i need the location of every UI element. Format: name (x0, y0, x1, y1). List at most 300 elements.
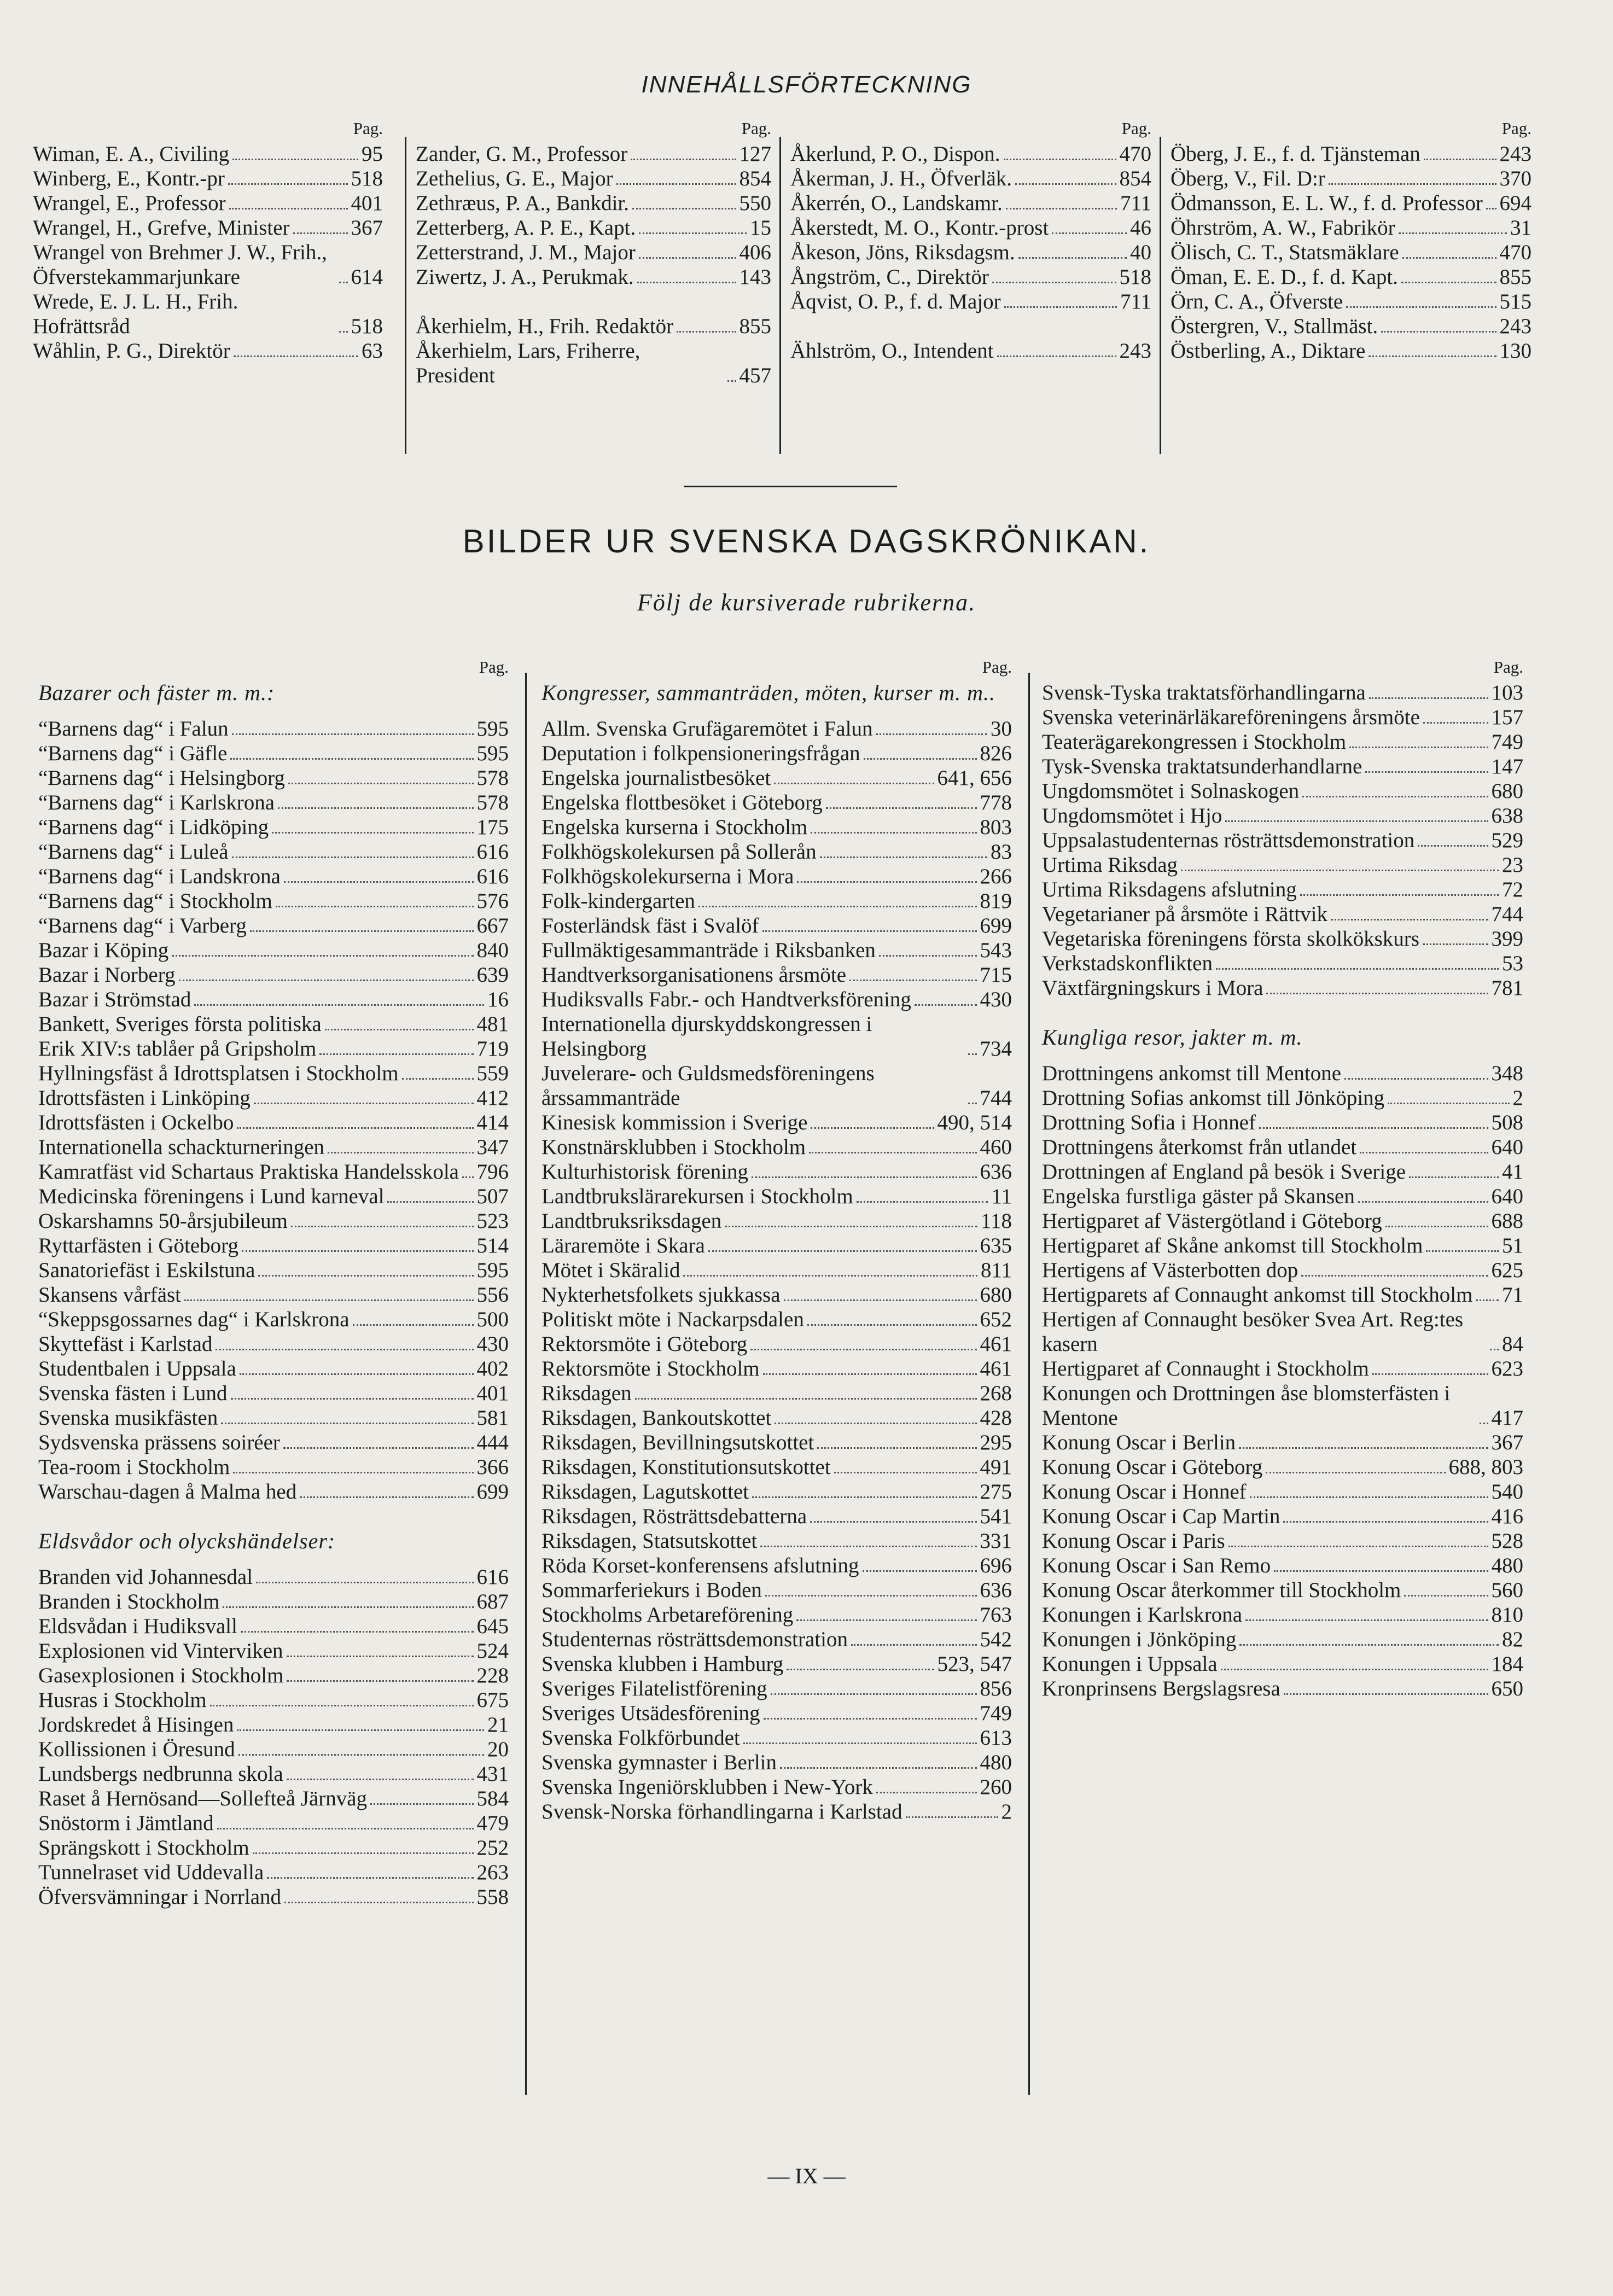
entry-title: Wiman, E. A., Civiling (33, 142, 230, 166)
entry-title: Lundsbergs nedbrunna skola (38, 1762, 283, 1786)
index-entry (38, 889, 509, 913)
index-entry (541, 790, 1012, 815)
entry-title: Ångström, C., Direktör (790, 265, 989, 289)
index-entry (541, 1406, 1012, 1430)
index-entry (1171, 191, 1532, 215)
pag-label: Pag. (1121, 119, 1151, 138)
index-entry (541, 1775, 1012, 1799)
index-entry (541, 1258, 1012, 1283)
entry-title: Öman, E. E. D., f. d. Kapt. (1171, 265, 1398, 289)
entry-page: 63 (362, 339, 383, 363)
dot-leader (1476, 1299, 1499, 1301)
entry-page: 518 (1119, 265, 1151, 289)
dot-leader (906, 1816, 998, 1818)
pag-label: Pag. (1493, 657, 1523, 677)
entry-title: Konung Oscar i Paris (1042, 1529, 1225, 1553)
entry-title: Politiskt möte i Nackarpsdalen (541, 1308, 804, 1331)
entry-title: Ählström, O., Intendent (790, 339, 994, 363)
entry-page: 803 (980, 815, 1012, 839)
dot-leader (254, 1103, 474, 1104)
entry-page: 480 (1491, 1554, 1523, 1577)
index-entry (541, 913, 1012, 938)
entry-title: Åkerlund, P. O., Dispon. (790, 142, 1000, 166)
entry-title: Allm. Svenska Grufägaremötet i Falun (541, 717, 873, 741)
entry-title: “Barnens dag“ i Landskrona (38, 865, 281, 888)
dot-leader (992, 282, 1116, 283)
entry-title: Bazar i Strömstad (38, 988, 191, 1011)
index-entry (1042, 1283, 1523, 1307)
entry-title: Sydsvenska prässens soiréer (38, 1431, 280, 1454)
entry-page: 367 (1491, 1431, 1523, 1454)
index-entry (541, 840, 1012, 864)
entry-title: Wrangel von Brehmer J. W., Frih., Öfverstekammarjunkare (33, 241, 327, 289)
entry-title: Kinesisk kommission i Sverige (541, 1111, 808, 1134)
entry-title: Zethelius, G. E., Major (416, 167, 613, 190)
entry-title: Raset å Hernösand—Sollefteå Järnväg (38, 1787, 368, 1810)
index-entry (790, 142, 1151, 166)
entry-title: Åkerhielm, H., Frih. Redaktör (416, 314, 674, 338)
dot-leader (879, 955, 977, 957)
dot-leader (849, 980, 976, 981)
dot-leader (743, 1743, 977, 1744)
entry-title: “Barnens dag“ i Luleå (38, 840, 229, 864)
entry-title: Gasexplosionen i Stockholm (38, 1664, 284, 1687)
entry-page: 23 (1502, 853, 1523, 877)
dot-leader (172, 955, 473, 957)
entry-page: 854 (1119, 167, 1151, 190)
entry-title: Stockholms Arbetareförening (541, 1603, 794, 1627)
index-entry (38, 1159, 509, 1184)
entry-page: 640 (1491, 1185, 1523, 1208)
entry-title: Kamratfäst vid Schartaus Praktiska Handelsskola (38, 1160, 459, 1184)
entry-title: Kollissionen i Öresund (38, 1738, 235, 1761)
entry-title: Bankett, Sveriges första politiska (38, 1012, 322, 1036)
entry-page: 523, 547 (937, 1652, 1012, 1676)
spacer (790, 314, 1151, 339)
dot-leader (1228, 1546, 1488, 1547)
index-entry (541, 1159, 1012, 1184)
dot-leader (284, 1902, 473, 1903)
dot-leader (683, 1275, 977, 1277)
entry-title: Wrangel, H., Grefve, Minister (33, 216, 290, 240)
entry-page: 576 (476, 889, 509, 913)
entry-page: 584 (476, 1787, 509, 1810)
entry-page: 744 (1491, 902, 1523, 926)
entry-page: 2 (1001, 1800, 1012, 1823)
entry-title: Rektorsmöte i Göteborg (541, 1332, 748, 1356)
dot-leader (1181, 870, 1499, 871)
index-entry (1171, 289, 1532, 314)
index-entry (38, 1356, 509, 1381)
entry-title: Konung Oscar i Honnef (1042, 1480, 1247, 1504)
entry-page: 348 (1491, 1062, 1523, 1085)
section-heading: Kongresser, sammanträden, möten, kurser m. m.. (541, 680, 996, 705)
index-entry (38, 1565, 509, 1589)
dot-leader (232, 159, 358, 160)
entry-title: Sanatoriefäst i Eskilstuna (38, 1258, 255, 1282)
entry-page: 541 (980, 1505, 1012, 1528)
entry-title: Konung Oscar återkommer till Stockholm (1042, 1578, 1401, 1602)
index-entry (1042, 1135, 1523, 1159)
entry-page: 556 (476, 1283, 509, 1307)
entry-page: 243 (1499, 314, 1532, 338)
index-entry (541, 741, 1012, 766)
index-entry (541, 987, 1012, 1012)
index-entry (1171, 166, 1532, 191)
entry-title: Konung Oscar i Cap Martin (1042, 1505, 1280, 1528)
entry-title: Landtbrukslärarekursen i Stockholm (541, 1185, 853, 1208)
dot-leader (232, 856, 474, 858)
dot-leader (1486, 208, 1496, 209)
dot-leader (997, 356, 1116, 357)
dot-leader (863, 1570, 977, 1572)
index-entry (1042, 853, 1523, 877)
entry-title: Ryttarfästen i Göteborg (38, 1234, 238, 1257)
index-entry (541, 716, 1012, 741)
index-entry (541, 963, 1012, 987)
entry-title: Snöstorm i Jämtland (38, 1811, 214, 1835)
dot-leader (826, 807, 977, 809)
index-entry (38, 864, 509, 889)
entry-page: 157 (1491, 706, 1523, 729)
entry-page: 796 (476, 1160, 509, 1184)
pag-label: Pag. (353, 119, 383, 138)
index-entry (1042, 951, 1523, 976)
entry-page: 147 (1491, 755, 1523, 778)
entry-page: 491 (980, 1455, 1012, 1479)
index-entry (541, 1332, 1012, 1356)
entry-title: Riksdagen, Bankoutskottet (541, 1406, 772, 1430)
dot-leader (765, 1595, 977, 1596)
entry-page: 95 (362, 142, 383, 166)
index-entry (1042, 877, 1523, 902)
dot-leader (677, 331, 736, 333)
index-entry (38, 1209, 509, 1233)
index-entry (1171, 142, 1532, 166)
topic-index-column-3 (1042, 656, 1523, 1701)
dot-leader (780, 1767, 976, 1769)
index-entry (541, 1110, 1012, 1135)
entry-page: 412 (476, 1086, 509, 1110)
entry-page: 366 (476, 1455, 509, 1479)
entry-page: 688 (1491, 1209, 1523, 1233)
entry-title: Riksdagen, Rösträttsdebatterna (541, 1505, 807, 1528)
dot-leader (1284, 1693, 1488, 1695)
dot-leader (1239, 1644, 1499, 1646)
entry-title: Verkstadskonflikten (1042, 952, 1213, 975)
entry-page: 711 (1120, 290, 1151, 313)
spacer (416, 289, 771, 314)
index-entry (38, 1455, 509, 1479)
index-entry (1042, 1061, 1523, 1086)
entry-title: Konstnärsklubben i Stockholm (541, 1135, 806, 1159)
index-entry (33, 142, 383, 166)
name-index-column-1 (33, 118, 383, 363)
dot-leader (1052, 232, 1127, 234)
dot-leader (240, 1373, 474, 1375)
index-entry (541, 1307, 1012, 1332)
entry-page: 613 (980, 1726, 1012, 1750)
index-entry (1042, 1356, 1523, 1381)
entry-page: 734 (980, 1037, 1012, 1060)
entry-page: 431 (476, 1762, 509, 1786)
entry-title: Öberg, V., Fil. D:r (1171, 167, 1325, 190)
index-entry (38, 1110, 509, 1135)
entry-title: Konungen i Jönköping (1042, 1628, 1237, 1651)
entry-page: 480 (980, 1751, 1012, 1774)
entry-title: Drottningens ankomst till Mentone (1042, 1062, 1342, 1085)
entry-page: 46 (1130, 216, 1151, 240)
index-entry (38, 1835, 509, 1860)
entry-title: Hertigparets af Connaught ankomst till Stockholm (1042, 1283, 1473, 1307)
entry-title: Zetterstrand, J. M., Major (416, 241, 636, 264)
entry-page: 711 (1120, 191, 1151, 215)
topic-index-column-2 (541, 656, 1012, 1824)
index-entry (541, 1012, 1012, 1061)
dot-leader (283, 1447, 474, 1449)
dot-leader (267, 1877, 473, 1879)
index-entry (541, 1529, 1012, 1553)
dot-leader (764, 1718, 977, 1720)
entry-title: Örn, C. A., Öfverste (1171, 290, 1343, 313)
page-number: — IX — (767, 2164, 846, 2188)
entry-title: Engelska kurserna i Stockholm (541, 815, 808, 839)
entry-title: “Barnens dag“ i Gäfle (38, 742, 228, 765)
entry-page: 578 (476, 766, 509, 790)
index-entry (38, 1762, 509, 1786)
dot-leader (834, 1472, 977, 1473)
entry-title: Teaterägarekongressen i Stockholm (1042, 730, 1347, 754)
index-entry (541, 1430, 1012, 1455)
entry-page: 640 (1491, 1135, 1523, 1159)
dot-leader (284, 881, 474, 883)
dot-leader (708, 1250, 977, 1252)
entry-page: 635 (980, 1234, 1012, 1257)
entry-title: Kronprinsens Bergslagsresa (1042, 1677, 1280, 1700)
dot-leader (876, 733, 987, 735)
entry-page: 31 (1510, 216, 1532, 240)
dot-leader (339, 331, 348, 333)
entry-title: Sommarferiekurs i Boden (541, 1578, 762, 1602)
entry-page: 744 (980, 1086, 1012, 1110)
entry-page: 500 (476, 1308, 509, 1331)
entry-title: Hertigens af Västerbotten dop (1042, 1258, 1298, 1282)
entry-page: 558 (476, 1885, 509, 1909)
index-entry (38, 1786, 509, 1811)
entry-title: Riksdagen, Statsutskottet (541, 1529, 758, 1553)
dot-leader (234, 356, 358, 357)
index-entry (38, 1688, 509, 1712)
index-entry (416, 215, 771, 240)
dot-leader (250, 930, 474, 932)
entry-title: Riksdagen, Lagutskottet (541, 1480, 749, 1504)
index-entry (38, 1258, 509, 1283)
entry-page: 623 (1491, 1357, 1523, 1380)
index-entry (38, 1663, 509, 1688)
entry-title: Idrottsfästen i Linköping (38, 1086, 251, 1110)
dot-leader (1385, 1226, 1488, 1227)
index-entry (541, 1184, 1012, 1209)
entry-page: 460 (980, 1135, 1012, 1159)
dot-leader (1250, 1496, 1488, 1498)
index-entry (541, 1578, 1012, 1602)
name-index-column-4 (1171, 118, 1532, 363)
entry-page: 53 (1502, 952, 1523, 975)
entry-page: 819 (980, 889, 1012, 913)
index-entry (1042, 730, 1523, 754)
dot-leader (752, 1176, 976, 1178)
dot-leader (272, 832, 473, 834)
index-entry (38, 1061, 509, 1086)
entry-title: Åkerrén, O., Landskamr. (790, 191, 1003, 215)
entry-page: 763 (980, 1603, 1012, 1627)
entry-page: 560 (1491, 1578, 1523, 1602)
dot-leader (287, 1656, 474, 1657)
index-entry (1042, 705, 1523, 730)
dot-leader (1388, 1103, 1509, 1104)
index-entry (1171, 314, 1532, 339)
index-entry (541, 1627, 1012, 1652)
entry-title: Nykterhetsfolkets sjukkassa (541, 1283, 781, 1307)
index-entry (790, 265, 1151, 289)
index-entry (541, 864, 1012, 889)
entry-title: Drottningens återkomst från utlandet (1042, 1135, 1357, 1159)
index-entry (541, 1381, 1012, 1406)
index-entry (38, 1589, 509, 1614)
entry-page: 636 (980, 1578, 1012, 1602)
entry-title: Internationella djurskyddskongressen i Helsingborg (541, 1012, 872, 1060)
entry-page: 470 (1119, 142, 1151, 166)
entry-title: Handtverksorganisationens årsmöte (541, 963, 847, 987)
entry-page: 855 (1499, 265, 1532, 289)
entry-title: Åqvist, O. P., f. d. Major (790, 290, 1001, 313)
dot-leader (1424, 159, 1496, 160)
dot-leader (276, 906, 474, 907)
entry-page: 347 (476, 1135, 509, 1159)
dot-leader (300, 1496, 473, 1498)
entry-page: 855 (739, 314, 771, 338)
entry-page: 542 (980, 1628, 1012, 1651)
dot-leader (1409, 1176, 1499, 1178)
entry-page: 675 (476, 1688, 509, 1712)
dot-leader (725, 1226, 977, 1227)
index-entry (33, 289, 383, 339)
entry-page: 543 (980, 939, 1012, 962)
dot-leader (632, 208, 736, 209)
dot-leader (876, 1792, 977, 1793)
entry-page: 401 (476, 1382, 509, 1405)
name-index-column-2 (416, 118, 771, 388)
entry-title: “Barnens dag“ i Helsingborg (38, 766, 285, 790)
dot-leader (1239, 1447, 1488, 1449)
index-entry (38, 1860, 509, 1885)
dot-leader (698, 906, 977, 907)
entry-page: 680 (1491, 779, 1523, 803)
entry-page: 645 (476, 1615, 509, 1638)
entry-title: “Skeppsgossarnes dag“ i Karlskrona (38, 1308, 350, 1331)
dot-leader (1404, 1595, 1488, 1596)
index-entry (1042, 976, 1523, 1000)
dot-leader (796, 1619, 976, 1621)
page-header: INNEHÅLLSFÖRTECKNING (641, 71, 972, 98)
dot-leader (221, 1423, 473, 1424)
index-entry (416, 191, 771, 215)
dot-leader (1402, 257, 1496, 259)
entry-page: 416 (1491, 1505, 1523, 1528)
column-divider (1160, 137, 1161, 454)
dot-leader (784, 1299, 977, 1301)
entry-title: Folkhögskolekurserna i Mora (541, 865, 794, 888)
entry-title: Åkerman, J. H., Öfverläk. (790, 167, 1012, 190)
entry-title: Ziwertz, J. A., Perukmak. (416, 265, 634, 289)
index-entry (790, 166, 1151, 191)
index-entry (38, 987, 509, 1012)
dot-leader (1381, 331, 1496, 333)
entry-title: Oskarshamns 50-årsjubileum (38, 1209, 288, 1233)
entry-title: “Barnens dag“ i Falun (38, 717, 229, 741)
dot-leader (1300, 894, 1499, 896)
entry-title: Urtima Riksdag (1042, 853, 1178, 877)
dot-leader (232, 733, 474, 735)
dot-leader (968, 1053, 977, 1055)
entry-title: Riksdagen, Konstitutionsutskottet (541, 1455, 831, 1479)
index-entry (1042, 1627, 1523, 1652)
entry-title: Ödmansson, E. L. W., f. d. Professor (1171, 191, 1483, 215)
entry-page: 479 (476, 1811, 509, 1835)
index-entry (38, 1283, 509, 1307)
entry-page: 616 (476, 1565, 509, 1589)
index-entry (1042, 1209, 1523, 1233)
entry-title: Tysk-Svenska traktatsunderhandlarne (1042, 755, 1362, 778)
section-subtitle: Följ de kursiverade rubrikerna. (637, 589, 976, 616)
entry-page: 595 (476, 742, 509, 765)
entry-title: “Barnens dag“ i Stockholm (38, 889, 272, 913)
column-divider (1028, 673, 1030, 2095)
entry-page: 268 (980, 1382, 1012, 1405)
dot-leader (915, 1004, 977, 1006)
dot-leader (1399, 232, 1507, 234)
entry-page: 688, 803 (1448, 1455, 1523, 1479)
entry-title: Konungen och Drottningen åse blomsterfästen i Mentone (1042, 1382, 1451, 1430)
dot-leader (319, 1053, 473, 1055)
dot-leader (1329, 183, 1496, 185)
entry-title: Riksdagen (541, 1382, 632, 1405)
entry-page: 696 (980, 1554, 1012, 1577)
entry-page: 444 (476, 1431, 509, 1454)
index-entry (790, 215, 1151, 240)
entry-title: Svenska Folkförbundet (541, 1726, 740, 1750)
entry-page: 243 (1499, 142, 1532, 166)
index-entry (416, 265, 771, 289)
dot-leader (1365, 771, 1488, 773)
dot-leader (291, 1226, 473, 1227)
entry-title: Svenska gymnaster i Berlin (541, 1751, 777, 1774)
entry-title: Drottningen af England på besök i Sverige (1042, 1160, 1406, 1184)
dot-leader (807, 1324, 977, 1326)
dot-leader (242, 1250, 474, 1252)
dot-leader (1331, 919, 1488, 920)
dot-leader (811, 1127, 934, 1129)
dot-leader (817, 1447, 976, 1449)
entry-page: 781 (1491, 976, 1523, 1000)
entry-title: Konungen i Uppsala (1042, 1652, 1218, 1676)
dot-leader (637, 282, 736, 283)
column-divider (779, 137, 781, 454)
dot-leader (631, 159, 736, 160)
entry-page: 430 (476, 1332, 509, 1356)
entry-page: 83 (991, 840, 1012, 864)
index-entry (541, 1504, 1012, 1529)
